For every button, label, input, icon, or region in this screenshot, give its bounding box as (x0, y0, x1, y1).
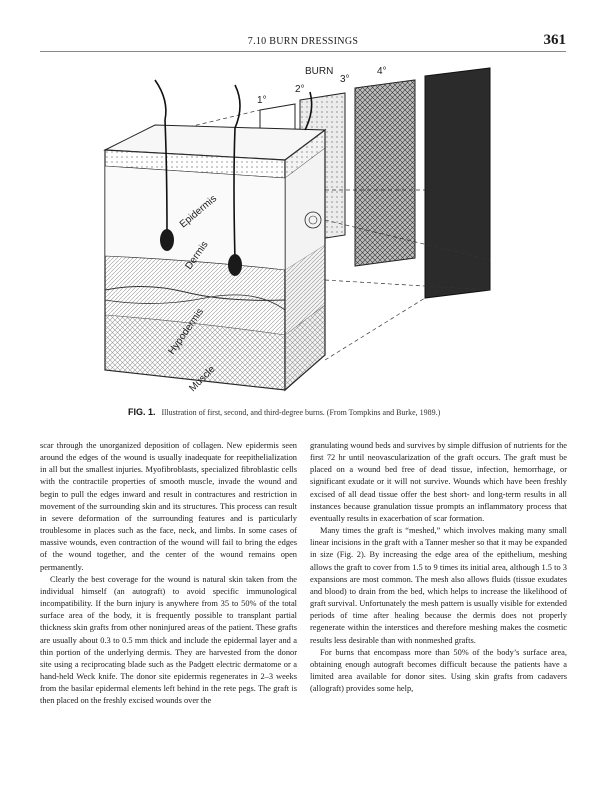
hypodermis-label: Hypodermis (166, 306, 207, 357)
figure-caption-label: FIG. 1. (128, 407, 156, 417)
figure-caption (128, 407, 568, 417)
body-paragraph: scar through the unorganized deposition of collagen. New epidermis seen around the edges of the wound is usually inadequate for reepithelialization in all but the smallest injuries. Myofibroblasts, specialized fibroblastic cells with the contractile properties of smooth muscle, invade the wound and begin to pull the edges inward and result in contractures and restriction in movement of the surrounding skin and its structures. This process can result in severe deformation of the surrounding features and is particularly troublesome in places such as the face, neck, and limbs. In some cases of massive wounds, even contraction of the wound will fail to bring the edges of the wound together, and the center of the wound remains open permanently. (40, 441, 297, 572)
fourth-degree-plane (425, 68, 490, 298)
running-header (40, 32, 566, 52)
muscle-label: Muscle (187, 363, 218, 395)
burn-label: BURN (305, 66, 334, 77)
right-text-column (310, 440, 567, 695)
hair-bulb (160, 229, 174, 251)
burn-depth-illustration (95, 60, 515, 400)
dermis-label: Dermis (183, 239, 211, 272)
body-paragraph: Clearly the best coverage for the wound is natural skin taken from the individual himself (an autograft) to avoid specific immunological incompatibility. If the burn injury is anywhere from 35 to 50% of the total surface area of the body, it is frequently possible to transplant partial thickness skin grafts from other noninjured areas of the patient. These grafts are usually about 0.3 to 0.5 mm thick and include the epidermal layer and a thin portion of the underlying dermis. They are harvested from the donor site using a reciprocating blade such as the Padgett electric dermatome or a hand-held Weck knife. The donor site epidermis regenerates in 2–3 weeks from the basilar epidermal elements left behind in the rete pegs. The graft is then placed on the freshly excised wounds over the (40, 574, 297, 706)
body-paragraph: Many times the graft is “meshed,” which involves making many small linear incisions in the graft with a Tanner mesher so that it may be expanded in size (Fig. 2). By increasing the edge area of the epithelium, meshing allows the graft to cover from 1.5 to 9 times its initial area, although 1.5 to 3 expansions are most common. The mesh also allows fluids (tissue exudates and blood) to drain from the bed, which helps to increase the likelihood of graft survival. Unfortunately the mesh pattern is usually visible for extended periods of time after healing because the dermis does not properly regenerate within the interstices and therefore meshing makes the cosmetic results less desirable than with nonmeshed grafts. (310, 526, 567, 645)
running-title: 7.10 BURN DRESSINGS (247, 36, 359, 47)
hair-bulb (228, 254, 242, 276)
page-number: 361 (543, 32, 566, 48)
body-paragraph: For burns that encompass more than 50% of the body’s surface area, obtaining enough autograft becomes difficult because the patients have a limited area available for donor sites. Using skin grafts from cadavers (allograft) provides some help, (310, 647, 567, 694)
left-text-column (40, 440, 297, 707)
figure-caption-text: Illustration of first, second, and third-degree burns. (From Tompkins and Burke, 1989.) (161, 408, 441, 417)
third-degree-plane-hatch (355, 80, 415, 266)
fourth-degree-label: 4° (377, 66, 387, 77)
second-degree-label: 2° (295, 84, 305, 95)
third-degree-label: 3° (340, 74, 350, 85)
burn-depth-figure (95, 60, 515, 400)
first-degree-label: 1° (257, 95, 267, 106)
epidermis-label: Epidermis (177, 193, 219, 231)
body-paragraph: granulating wound beds and survives by simple diffusion of nutrients for the first 72 hr until neovascularization of the graft occurs. The graft must be placed on a wound bed free of dead tissue, infection, hemorrhage, or significant exudate or it will not survive. Wounds which have been freshly excised of all dead tissue offer the best short- and long-term results in all instances because granulation tissue prompts an inflammatory process that eventually results in exacerbation of scar formation. (310, 441, 567, 523)
